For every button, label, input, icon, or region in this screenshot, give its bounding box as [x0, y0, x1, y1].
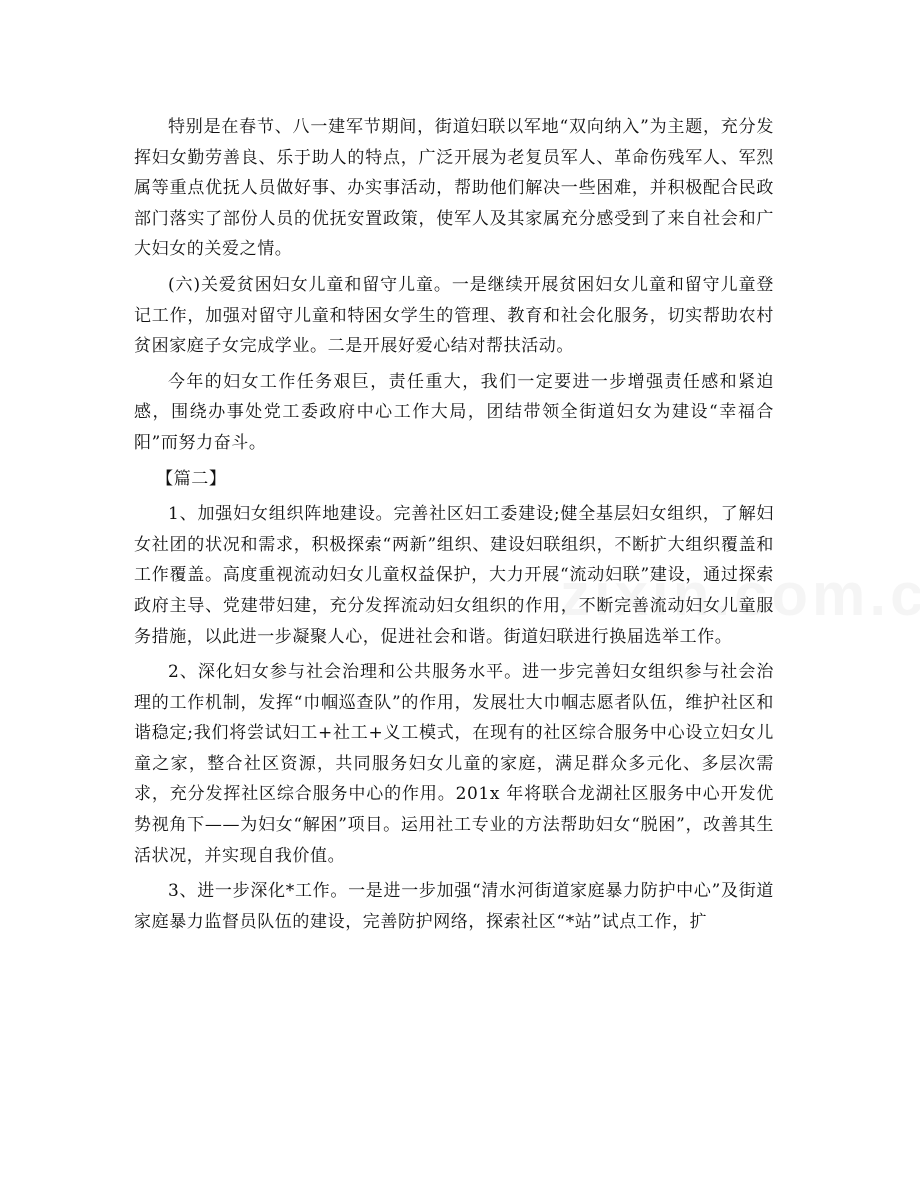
paragraph-children-care: (六)关爱贫困妇女儿童和留守儿童。一是继续开展贫困妇女儿童和留守儿童登记工作，加强对留守儿童和特困女学生的管理、教育和社会化服务，切实帮助农村贫困家庭子女完成学业。二是开展好爱心结对帮扶活动。 — [134, 274, 774, 357]
section-heading: 【篇二】 — [156, 468, 227, 489]
paragraph-item-2: 2、深化妇女参与社会治理和公共服务水平。进一步完善妇女组织参与社会治理的工作机制，发挥“巾帼巡查队”的作用，发展壮大巾帼志愿者队伍，维护社区和谐稳定;我们将尝试妇工+社工+义工模式，在现有的社区综合服务中心设立妇女儿童之家，整合社区资源，共同服务妇女儿童的家庭，满足群众多元化、多层次需求，充分发挥社区综合服务中心的作用。201x 年将联合龙湖社区服务中心开发优势视角下——为妇女“解困”项目。运用社工专业的方法帮助妇女“脱困”，改善其生活状况，并实现自我价值。 — [134, 662, 774, 866]
paragraph-closing: 今年的妇女工作任务艰巨，责任重大，我们一定要进一步增强责任感和紧迫感，围绕办事处党工委政府中心工作大局，团结带领全街道妇女为建设“幸福合阳”而努力奋斗。 — [134, 371, 774, 453]
document-body — [134, 112, 774, 937]
paragraph-item-1: 1、加强妇女组织阵地建设。完善社区妇工委建设;健全基层妇女组织，了解妇女社团的状况和需求，积极探索“两新”组织、建设妇联组织，不断扩大组织覆盖和工作覆盖。高度重视流动妇女儿童权益保护，大力开展“流动妇联”建设，通过探索政府主导、党建带妇建，充分发挥流动妇女组织的作用，不断完善流动妇女儿童服务措施，以此进一步凝聚人心，促进社会和谐。街道妇联进行换届选举工作。 — [134, 504, 774, 647]
paragraph-military-support: 特别是在春节、八一建军节期间，街道妇联以军地“双向纳入”为主题，充分发挥妇女勤劳善良、乐于助人的特点，广泛开展为老复员军人、革命伤残军人、军烈属等重点优抚人员做好事、办实事活动，帮助他们解决一些困难，并积极配合民政部门落实了部份人员的优抚安置政策，使军人及其家属充分感受到了来自社会和广大妇女的关爱之情。 — [134, 117, 774, 260]
paragraph-item-3: 3、进一步深化*工作。一是进一步加强“清水河街道家庭暴力防护中心”及街道家庭暴力监督员队伍的建设，完善防护网络，探索社区“*站”试点工作，扩 — [134, 881, 774, 932]
